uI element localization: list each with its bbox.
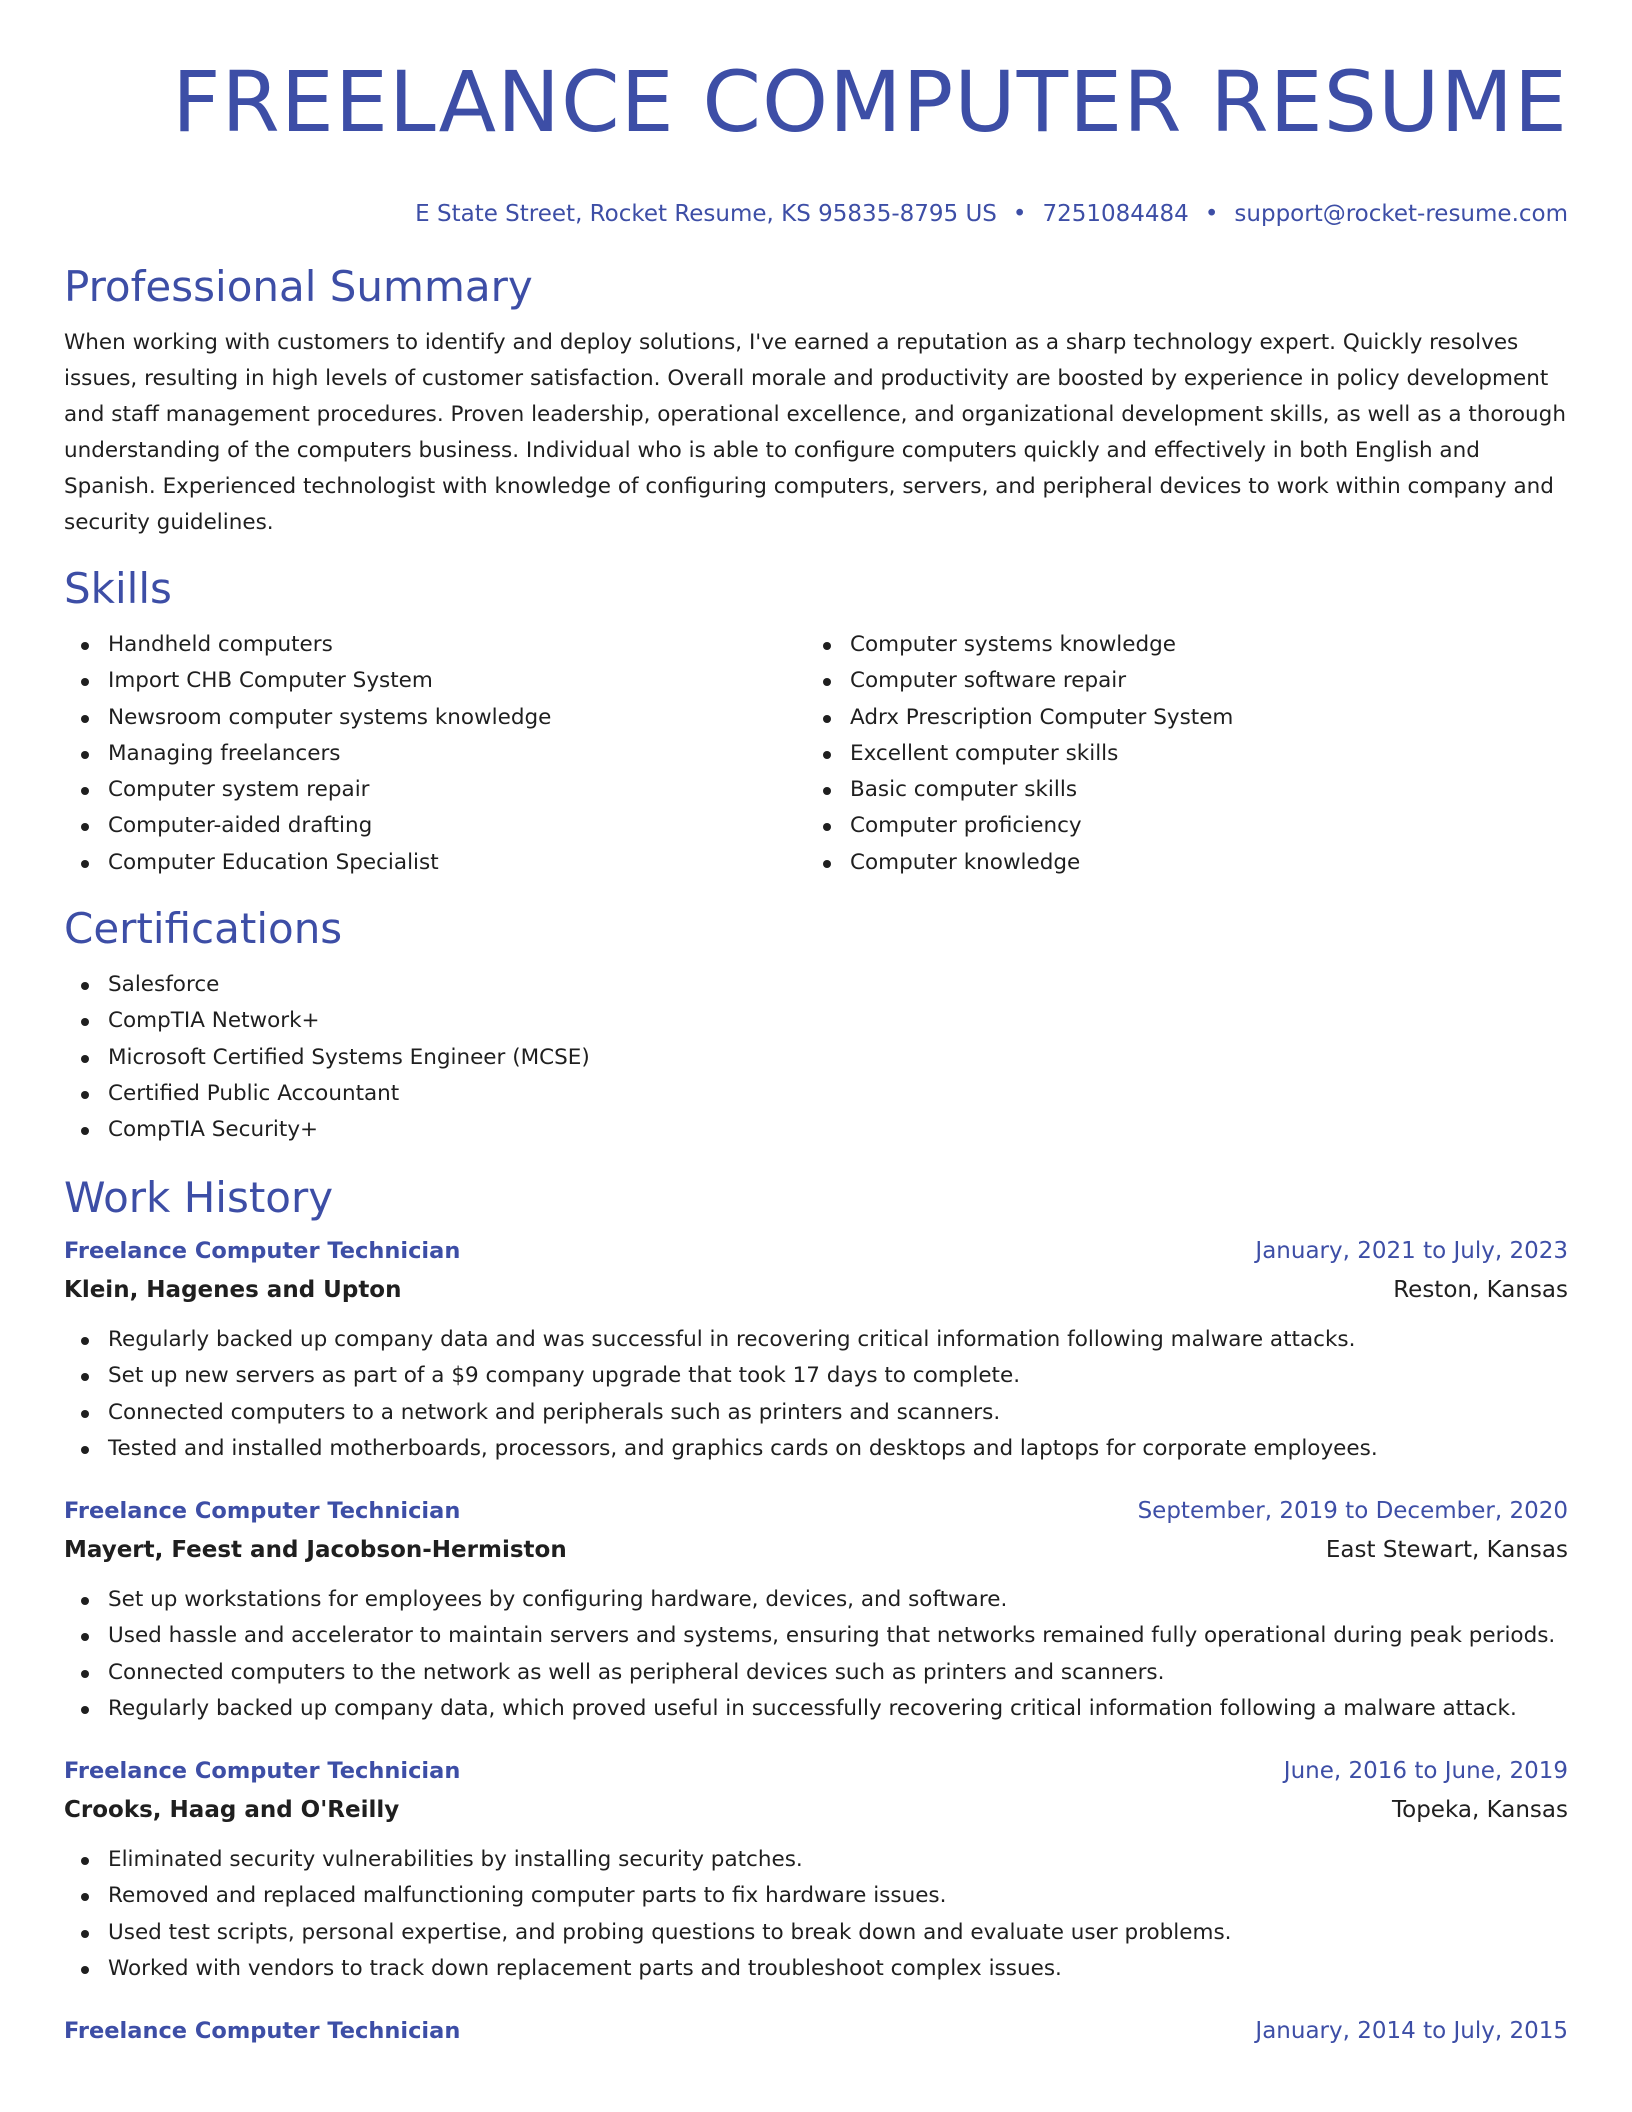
job-bullets xyxy=(64,1842,1568,1988)
job-location: Topeka, Kansas xyxy=(1391,1796,1568,1823)
job-company: Klein, Hagenes and Upton xyxy=(64,1276,402,1303)
skill-item: Adrx Prescription Computer System xyxy=(806,700,1548,736)
certification-item: Salesforce xyxy=(64,967,1568,1003)
job-dates: January, 2021 to July, 2023 xyxy=(1255,1237,1568,1264)
skill-item: Newsroom computer systems knowledge xyxy=(64,700,806,736)
job-bullet: Tested and installed motherboards, processors, and graphics cards on desktops and laptops for corporate employees. xyxy=(64,1431,1568,1468)
certification-item: CompTIA Security+ xyxy=(64,1112,1568,1148)
contact-separator: • xyxy=(1012,201,1027,227)
job-bullet: Used hassle and accelerator to maintain servers and systems, ensuring that networks remained fully operational during peak periods. xyxy=(64,1618,1568,1655)
skill-item: Handheld computers xyxy=(64,627,806,663)
contact-separator: • xyxy=(1204,201,1219,227)
job-bullets xyxy=(64,1582,1568,1728)
job-bullet: Eliminated security vulnerabilities by installing security patches. xyxy=(64,1842,1568,1879)
contact-phone: 7251084484 xyxy=(1042,201,1189,227)
job-title: Freelance Computer Technician xyxy=(64,1237,461,1264)
summary-heading: Professional Summary xyxy=(64,262,533,311)
job-entry xyxy=(64,1232,1568,1468)
skill-item: Excellent computer skills xyxy=(806,736,1548,772)
skill-item: Computer systems knowledge xyxy=(806,627,1548,663)
job-subheader xyxy=(64,1790,1568,1830)
summary-text: When working with customers to identify and deploy solutions, I've earned a reputation as a sharp technology expert. Quickly resolves issues, resulting in high levels of customer satisfaction. Overall morale and productivity are boosted by experience in policy development and staff management procedures. Proven leadership, operational excellence, and organizational development skills, as well as a thorough understanding of the computers business. Individual who is able to configure computers quickly and effectively in both English and Spanish. Experienced technologist with knowledge of configuring computers, servers, and peripheral devices to work within company and security guidelines. xyxy=(64,330,1566,535)
job-location: Reston, Kansas xyxy=(1393,1276,1568,1303)
job-company: Crooks, Haag and O'Reilly xyxy=(64,1796,400,1823)
skills-column-right xyxy=(806,627,1548,881)
resume-title: FREELANCE COMPUTER RESUME xyxy=(172,53,1568,151)
job-bullet: Used test scripts, personal expertise, and probing questions to break down and evaluate user problems. xyxy=(64,1915,1568,1952)
job-bullet: Removed and replaced malfunctioning computer parts to fix hardware issues. xyxy=(64,1878,1568,1915)
job-location: East Stewart, Kansas xyxy=(1325,1536,1568,1563)
skill-item: Computer software repair xyxy=(806,663,1548,699)
job-title: Freelance Computer Technician xyxy=(64,2017,461,2044)
skill-item: Computer system repair xyxy=(64,772,806,808)
resume-page xyxy=(64,0,1568,2050)
job-bullets xyxy=(64,1322,1568,1468)
skill-item: Managing freelancers xyxy=(64,736,806,772)
certifications-heading: Certifications xyxy=(64,904,343,954)
job-entry xyxy=(64,1492,1568,1728)
job-entry xyxy=(64,1752,1568,1988)
contact-email: support@rocket-resume.com xyxy=(1234,201,1568,227)
job-header xyxy=(64,1492,1568,1530)
contact-address: E State Street, Rocket Resume, KS 95835-8795 US xyxy=(415,201,997,227)
job-bullet: Connected computers to a network and peripherals such as printers and scanners. xyxy=(64,1395,1568,1432)
job-dates: September, 2019 to December, 2020 xyxy=(1137,1497,1568,1524)
job-header xyxy=(64,2012,1568,2050)
job-bullet: Connected computers to the network as well as peripheral devices such as printers and scanners. xyxy=(64,1655,1568,1692)
certification-item: CompTIA Network+ xyxy=(64,1003,1568,1039)
skills-heading: Skills xyxy=(64,564,172,613)
job-subheader xyxy=(64,1270,1568,1310)
skill-item: Import CHB Computer System xyxy=(64,663,806,699)
job-company: Mayert, Feest and Jacobson-Hermiston xyxy=(64,1536,567,1563)
skills-column-left xyxy=(64,627,806,881)
skill-item: Computer knowledge xyxy=(806,845,1548,881)
certification-item: Microsoft Certified Systems Engineer (MCSE) xyxy=(64,1040,1568,1076)
work-history-heading: Work History xyxy=(64,1172,334,1222)
job-title: Freelance Computer Technician xyxy=(64,1757,461,1784)
skill-item: Computer Education Specialist xyxy=(64,845,806,881)
job-subheader xyxy=(64,1530,1568,1570)
certifications-list xyxy=(64,967,1568,1148)
job-title: Freelance Computer Technician xyxy=(64,1497,461,1524)
job-bullet: Set up workstations for employees by configuring hardware, devices, and software. xyxy=(64,1582,1568,1619)
skills-list xyxy=(64,627,1568,881)
job-entry xyxy=(64,2012,1568,2050)
job-bullet: Set up new servers as part of a $9 company upgrade that took 17 days to complete. xyxy=(64,1358,1568,1395)
contact-line xyxy=(64,198,1568,230)
job-header xyxy=(64,1752,1568,1790)
job-bullet: Regularly backed up company data and was successful in recovering critical information following malware attacks. xyxy=(64,1322,1568,1359)
job-bullet: Worked with vendors to track down replacement parts and troubleshoot complex issues. xyxy=(64,1951,1568,1988)
skill-item: Basic computer skills xyxy=(806,772,1548,808)
skill-item: Computer-aided drafting xyxy=(64,808,806,844)
job-bullet: Regularly backed up company data, which proved useful in successfully recovering critical information following a malware attack. xyxy=(64,1691,1568,1728)
job-dates: June, 2016 to June, 2019 xyxy=(1283,1757,1568,1784)
job-dates: January, 2014 to July, 2015 xyxy=(1255,2017,1568,2044)
skill-item: Computer proficiency xyxy=(806,808,1548,844)
job-header xyxy=(64,1232,1568,1270)
certification-item: Certified Public Accountant xyxy=(64,1076,1568,1112)
